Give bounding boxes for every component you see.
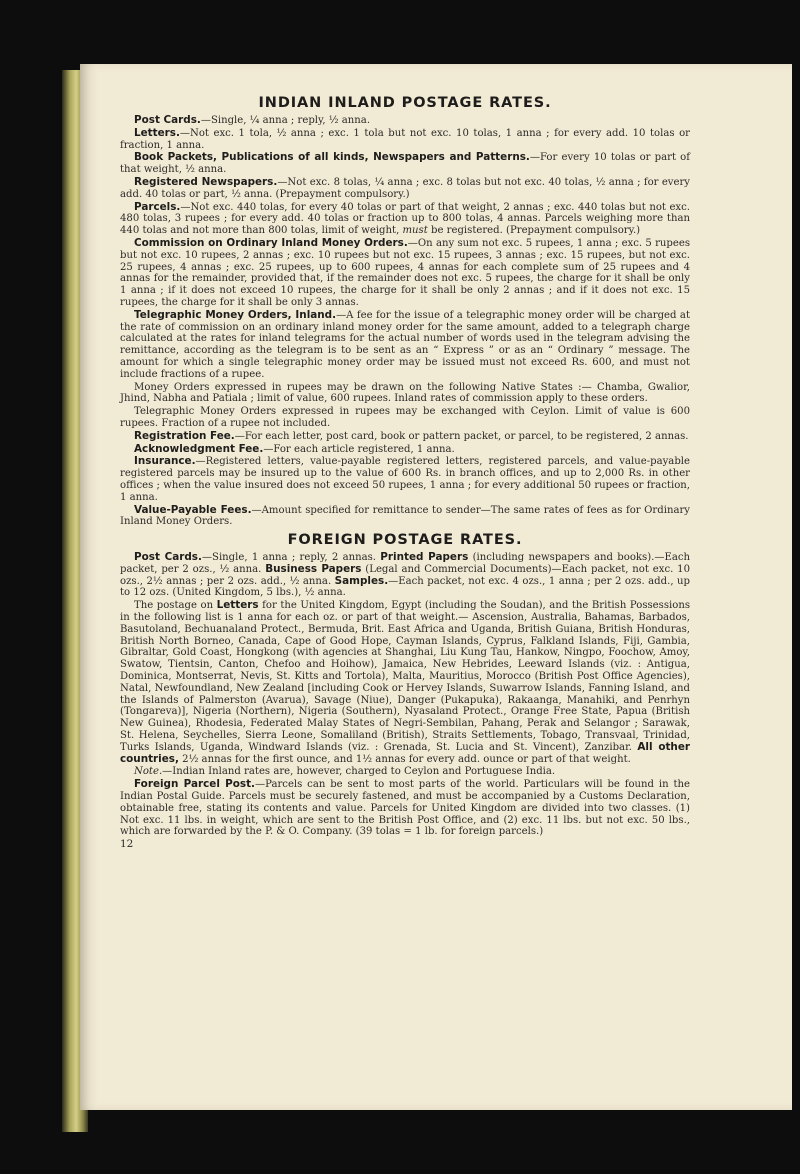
inland-letters: Letters.—Not exc. 1 tola, ½ anna ; exc. 1 tola but not exc. 10 tolas, 1 anna ; for every add. 10 tolas or fraction, 1 anna.	[120, 126, 690, 151]
ceylon-paragraph: Telegraphic Money Orders expressed in rupees may be exchanged with Ceylon. Limit of value is 600 rupees. Fraction of a rupee not included.	[120, 406, 690, 429]
inland-book-packets: Book Packets, Publications of all kinds, Newspapers and Patterns.—For every 10 tolas or part of that weight, ½ anna.	[120, 151, 690, 176]
foreign-rates-heading: FOREIGN POSTAGE RATES.	[287, 532, 523, 549]
foreign-letters-paragraph: The postage on Letters for the United Kingdom, Egypt (including the Soudan), and the British Possessions in the following list is 1 anna for each oz. or part of that weight.— Ascension, Australia, Bahamas, Barbados, Basutoland, Bechuanaland Protect., Bermuda, Brit. East Africa and Uganda, British Guiana, British Honduras, British North Borneo, Canada, Cape of Good Hope, Cayman Islands, Cyprus, Falkland Islands, Fiji, Gambia, Gibraltar, Gold Coast, Hongkong (with agencies at Shanghai, Liu Kung Tau, Hankow, Ningpo, Foochow, Amoy, Swatow, Tientsin, Canton, Chefoo and Hoihow), Jamaica, New Hebrides, Leeward Islands (viz. : Antigua, Dominica, Montserrat, Nevis, St. Kitts and Tortola), Malta, Mauritius, Morocco (British Post Office Agencies), Natal, Newfoundland, New Zealand [including Cook or Hervey Islands, Suwarrow Islands, Fanning Island, and the Islands of Palmerston (Avarua), Savage (Niue), Danger (Pukapuka), Rakaanga, Manahiki, and Penrhyn (Tongareva)], Nigeria (Northern), Nigeria (Southern), Nyasaland Protect., Orange Free State, Papua (British New Guinea), Rhodesia, Federated Malay States of Negri-Sembilan, Pahang, Perak and Selangor ; Sarawak, St. Helena, Seychelles, Sierra Leone, Somaliland (British), Straits Settlements, Tobago, Transvaal, Trinidad, Turks Islands, Uganda, Windward Islands (viz. : Grenada, St. Lucia and St. Vincent), Zanzibar. All other countries, 2½ annas for the first ounce, and 1½ annas for every add. ounce or part of that weight.	[120, 599, 691, 765]
inland-rates-heading: INDIAN INLAND POSTAGE RATES.	[258, 95, 552, 111]
insurance-paragraph: Insurance.—Registered letters, value-payable registered letters, registered parcels, and value-payable registered parcels may be insured up to the value of 600 Rs. in branch offices, and up to 2,000 Rs. in other offices ; when the value insured does not exceed 50 rupees, 1 anna ; for every additional 50 rupees or fraction, 1 anna.	[120, 455, 690, 503]
page-text	[120, 91, 690, 851]
inland-parcels: Parcels.—Not exc. 440 tolas, for every 40 tolas or part of that weight, 2 annas ; exc. 440 tolas but not exc. 480 tolas, 3 rupees ; for every add. 40 tolas or fraction up to 800 tolas, 4 annas. Parcels weighing more than 440 tolas and not more than 800 tolas, limit of weight, must be registered. (Prepayment compulsory.)	[120, 200, 690, 237]
value-payable-fees: Value-Payable Fees.—Amount specified for remittance to sender—The same rates of fees as for Ordinary Inland Money Orders.	[120, 503, 690, 528]
page-number: 12	[120, 838, 134, 851]
inland-post-cards: Post Cards.—Single, ¼ anna ; reply, ½ anna.	[134, 114, 371, 126]
inland-registered-newspapers: Registered Newspapers.—Not exc. 8 tolas, ¼ anna ; exc. 8 tolas but not exc. 40 tolas, ½ anna ; for every add. 40 tolas or part, ½ anna. (Prepayment compulsory.)	[120, 175, 690, 200]
foreign-parcel-post: Foreign Parcel Post.—Parcels can be sent to most parts of the world. Particulars will be found in the Indian Postal Guide. Parcels must be securely fastened, and must be accompanied by a Customs Declaration, obtainable free, stating its contents and value. Parcels for United Kingdom are divided into two classes. (1) Not exc. 11 lbs. in weight, which are sent to the British Post Office, and (2) exc. 11 lbs. but not exc. 50 lbs., which are forwarded by the P. & O. Company. (39 tolas = 1 lb. for foreign parcels.)	[120, 778, 690, 838]
telegraphic-money-orders: Telegraphic Money Orders, Inland.—A fee for the issue of a telegraphic money order will be charged at the rate of commission on an ordinary inland money order for the same amount, added to a telegraph charge calculated at the rates for inland telegrams for the actual number of words used in the telegram advising the remittance, according as the telegram is to be sent as an “ Express ” or as an “ Ordinary ” message. The amount for which a single telegraphic money order may be issued must not exceed Rs. 600, and must not include fractions of a rupee.	[120, 308, 691, 380]
foreign-note: Note.—Indian Inland rates are, however, charged to Ceylon and Portuguese India.	[134, 766, 556, 778]
foreign-postal-items: Post Cards.—Single, 1 anna ; reply, 2 annas. Printed Papers (including newspapers and books).—Each packet, per 2 ozs., ½ anna. Business Papers (Legal and Commercial Documents)—Each packet, not exc. 10 ozs., 2½ annas ; per 2 ozs. add., ½ anna. Samples.—Each packet, not exc. 4 ozs., 1 anna ; per 2 ozs. add., up to 12 ozs. (United Kingdom, 5 lbs.), ½ anna.	[120, 551, 690, 599]
inland-money-orders: Commission on Ordinary Inland Money Orders.—On any sum not exc. 5 rupees, 1 anna ; exc. 5 rupees but not exc. 10 rupees, 2 annas ; exc. 10 rupees but not exc. 15 rupees, 3 annas ; exc. 15 rupees, but not exc. 25 rupees, 4 annas ; exc. 25 rupees, up to 600 rupees, 4 annas for each complete sum of 25 rupees and 4 annas for the remainder, provided that, if the remainder does not exc. 5 rupees, the charge for it shall be only 1 anna ; if it does not exceed 10 rupees, the charge for it shall be only 2 annas ; and if it does not exc. 15 rupees, the charge for it shall be only 3 annas.	[120, 236, 690, 308]
native-states-paragraph: Money Orders expressed in rupees may be drawn on the following Native States :— Chamba, Gwalior, Jhind, Nabha and Patiala ; limit of value, 600 rupees. Inland rates of commission apply to these orders.	[120, 381, 690, 405]
registration-fee: Registration Fee.—For each letter, post card, book or pattern packet, or parcel, to be registered, 2 annas.	[134, 429, 689, 442]
acknowledgment-fee: Acknowledgment Fee.—For each article registered, 1 anna.	[134, 442, 455, 455]
